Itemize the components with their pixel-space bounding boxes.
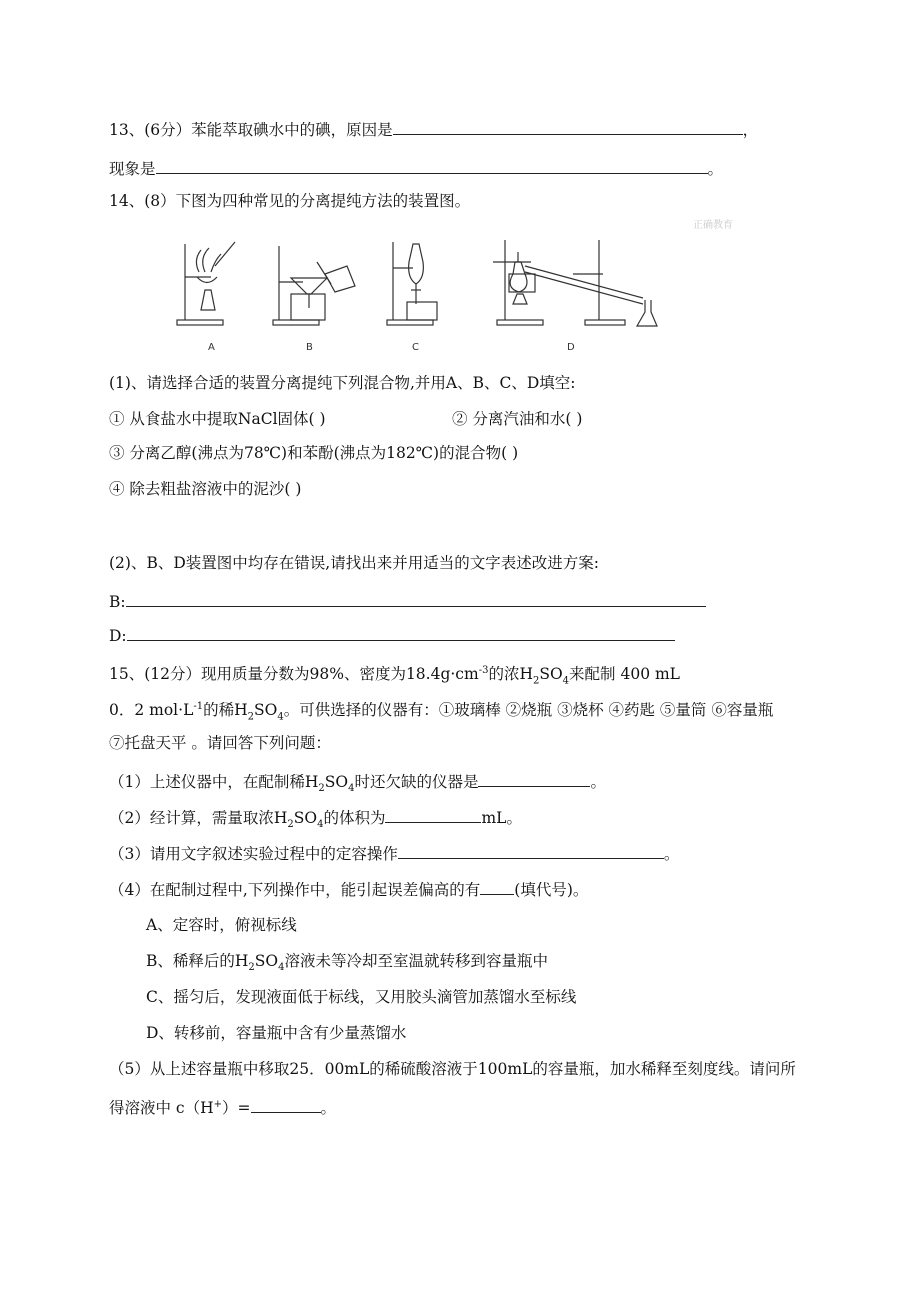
q14-part1-prompt: (1)、请选择合适的装置分离提纯下列混合物,并用A、B、C、D填空:	[109, 374, 576, 392]
q14-item3: ③ 分离乙醇(沸点为78℃)和苯酚(沸点为182℃)的混合物( )	[109, 444, 519, 462]
q15-sub5-blank[interactable]	[251, 1096, 321, 1113]
apparatus-c-separatory-funnel	[387, 242, 437, 325]
apparatus-d-distillation	[493, 240, 657, 326]
q14-d-answer-line: D:	[109, 624, 675, 647]
q15-sub5-line2: 得溶液中 c（H+）= 。	[109, 1094, 336, 1119]
q15-sub2: （2）经计算，需量取浓$H_2SO_4$的体积为 mL。	[109, 806, 522, 836]
apparatus-b-filtration	[273, 246, 355, 325]
q14-item2: ② 分离汽油和水( )	[452, 410, 583, 428]
caption-a: A	[208, 342, 215, 353]
q15-line2: 0．2 $mol\cdot L^{-1}$的稀$H_2SO_4$。可供选择的仪器有：①玻璃棒 ②烧瓶 ③烧杯 ④药匙 ⑤量筒 ⑥容量瓶	[109, 701, 774, 723]
q15-sub5-line1: （5）从上述容量瓶中移取25．00mL的稀硫酸溶液于100mL的容量瓶，加水稀释至刻度线。请问所	[109, 1060, 796, 1078]
q13-prompt: 13、(6分）苯能萃取碘水中的碘，原因是	[109, 121, 393, 139]
q15-option-b: B、稀释后的$H_2SO_4$溶液未等冷却至室温就转移到容量瓶中	[146, 952, 549, 974]
q14-d-blank[interactable]	[127, 624, 675, 641]
caption-c: C	[412, 342, 419, 353]
q14-part2-prompt: (2)、B、D装置图中均存在错误,请找出来并用适当的文字表述改进方案:	[109, 554, 599, 572]
q14-item1: ① 从食盐水中提取NaCl固体( )	[109, 410, 326, 428]
q13-phenomenon-blank[interactable]	[156, 157, 708, 174]
q15-sub3-blank[interactable]	[398, 842, 664, 859]
caption-d: D	[567, 342, 575, 353]
q15-sub3: （3）请用文字叙述实验过程中的定容操作 。	[109, 842, 679, 865]
q13-line1: 13、(6分）苯能萃取碘水中的碘，原因是 ，	[109, 118, 758, 141]
apparatus-a-evaporation	[177, 242, 235, 325]
q15-line3: ⑦托盘天平 。请回答下列问题：	[109, 734, 331, 752]
q15-option-c: C、摇匀后，发现液面低于标线，又用胶头滴管加蒸馏水至标线	[146, 988, 577, 1006]
q14-item4: ④ 除去粗盐溶液中的泥沙( )	[109, 480, 302, 498]
q15-option-d: D、转移前，容量瓶中含有少量蒸馏水	[146, 1024, 407, 1042]
caption-b: B	[306, 342, 313, 353]
q15-line1: 15、(12分）现用质量分数为98%、密度为$18.4g\cdot cm^{-3}$的浓$H_2SO_4$来配制 400 mL	[109, 665, 680, 687]
q15-sub1: （1）上述仪器中，在配制稀$H_2SO_4$时还欠缺的仪器是 。	[109, 770, 606, 800]
q14-b-answer-line: B:	[109, 590, 706, 613]
q15-sub1-blank[interactable]	[478, 770, 590, 787]
watermark-logo: 正确教育	[693, 220, 733, 231]
apparatus-figure	[175, 222, 675, 332]
q15-option-a: A、定容时，俯视标线	[146, 916, 297, 934]
q15-sub4: （4）在配制过程中,下列操作中，能引起误差偏高的有 (填代号)。	[109, 878, 588, 901]
q13-line2: 现象是 。	[109, 157, 723, 180]
q15-sub4-blank[interactable]	[480, 878, 514, 895]
q14-intro: 14、(8）下图为四种常见的分离提纯方法的装置图。	[109, 192, 471, 210]
q13-reason-blank[interactable]	[393, 118, 743, 135]
q15-sub2-blank[interactable]	[385, 806, 481, 823]
q14-b-blank[interactable]	[126, 590, 706, 607]
